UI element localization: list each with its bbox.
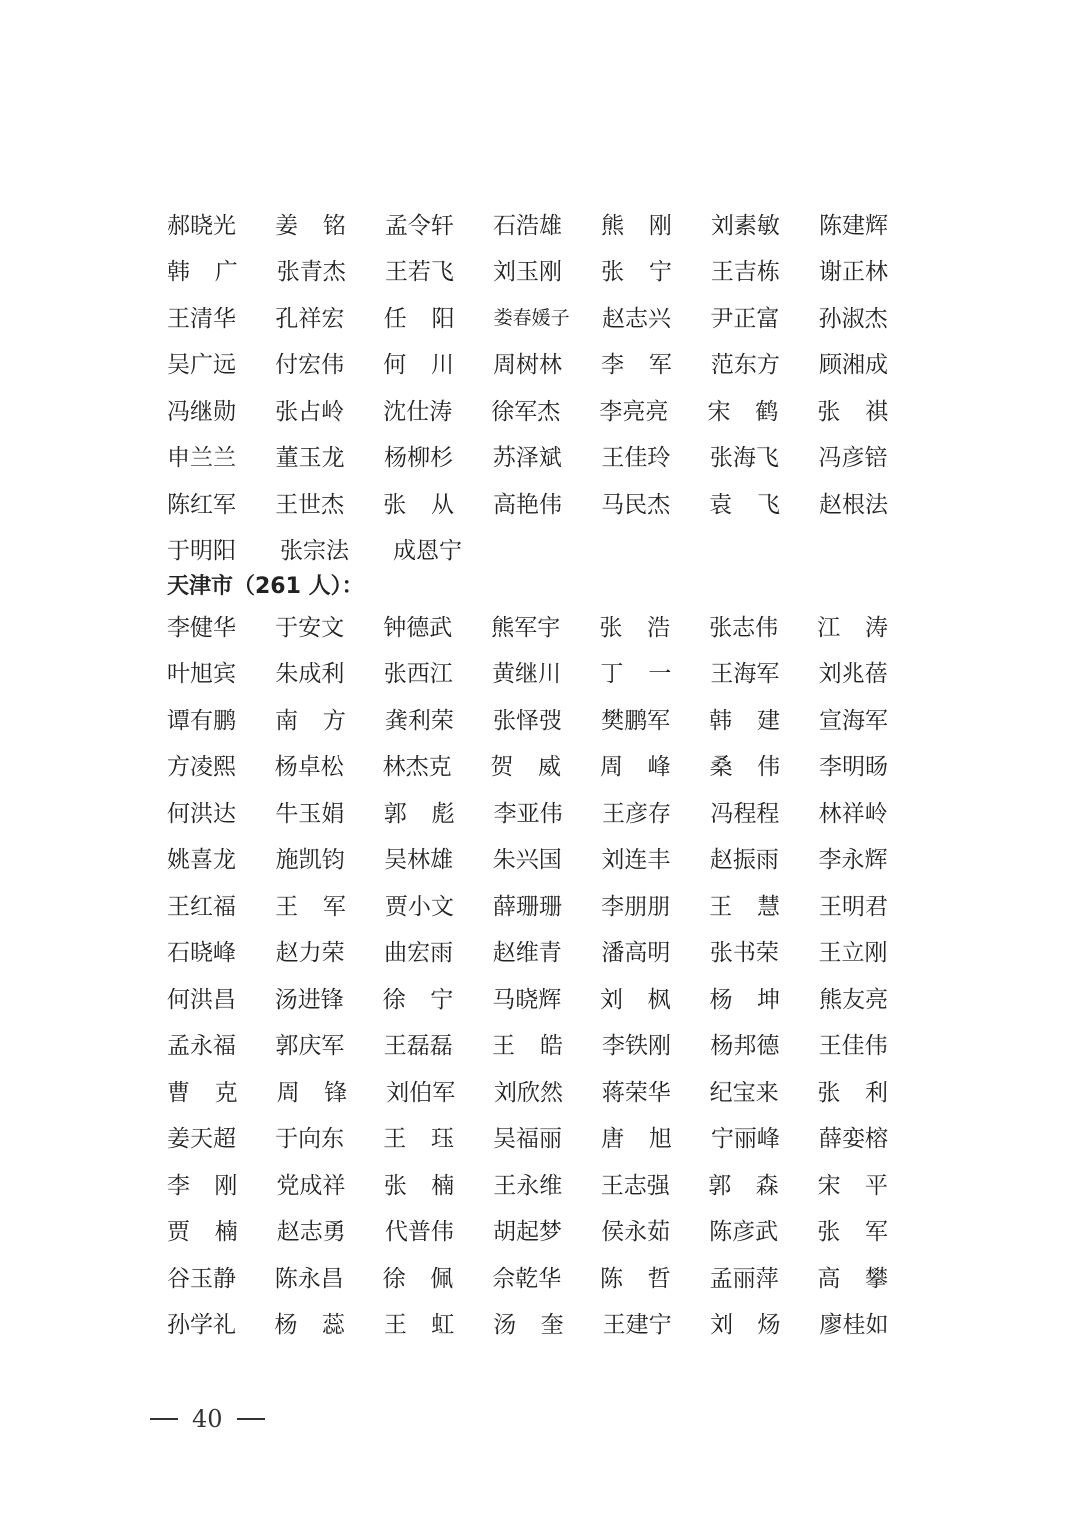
person-name: 赵志勇 bbox=[276, 1219, 346, 1246]
person-name: 韩 建 bbox=[709, 707, 780, 734]
person-name: 郝晓光 bbox=[167, 212, 236, 239]
person-name: 冯彦锫 bbox=[818, 445, 888, 472]
name-row bbox=[167, 293, 927, 340]
person-name: 朱兴国 bbox=[492, 847, 562, 874]
footer-dash-left bbox=[150, 1418, 178, 1420]
name-row bbox=[167, 835, 927, 882]
person-name: 熊 刚 bbox=[601, 212, 672, 239]
name-row bbox=[167, 340, 927, 387]
person-name: 冯继勋 bbox=[167, 398, 236, 425]
name-row bbox=[167, 881, 927, 928]
person-name: 汤进锋 bbox=[274, 986, 344, 1013]
person-name: 丁 一 bbox=[600, 661, 672, 688]
person-name: 刘欣然 bbox=[493, 1079, 563, 1106]
person-name: 赵志兴 bbox=[601, 305, 671, 332]
person-name: 李健华 bbox=[167, 614, 236, 641]
person-name: 石晓峰 bbox=[167, 940, 236, 967]
name-row bbox=[167, 200, 927, 247]
person-name: 李铁刚 bbox=[601, 1033, 671, 1060]
person-name: 汤 奎 bbox=[493, 1312, 564, 1339]
person-name: 于明阳 bbox=[167, 538, 236, 565]
person-name: 尹正富 bbox=[710, 305, 780, 332]
person-name: 代普伟 bbox=[384, 1219, 454, 1246]
person-name: 吴福丽 bbox=[492, 1126, 562, 1153]
person-name: 申兰兰 bbox=[167, 445, 236, 472]
person-name: 张 浩 bbox=[599, 614, 671, 641]
person-name: 张 祺 bbox=[817, 398, 889, 425]
person-name: 顾湘成 bbox=[818, 352, 888, 379]
name-row bbox=[167, 1114, 927, 1161]
person-name: 陈建辉 bbox=[818, 212, 888, 239]
person-name: 张 楠 bbox=[383, 1172, 455, 1199]
person-name: 杨 坤 bbox=[709, 986, 781, 1013]
person-name: 郭 彪 bbox=[383, 800, 455, 827]
name-row bbox=[167, 649, 927, 696]
person-name: 侯永茹 bbox=[601, 1219, 671, 1246]
person-name: 高 攀 bbox=[817, 1265, 888, 1292]
person-name: 朱成利 bbox=[275, 661, 345, 688]
person-name: 廖桂如 bbox=[819, 1312, 889, 1339]
person-name: 宁丽峰 bbox=[710, 1126, 780, 1153]
person-name: 黄继川 bbox=[492, 661, 562, 688]
person-name: 吴广远 bbox=[167, 352, 236, 379]
person-name: 徐 宁 bbox=[382, 986, 454, 1013]
person-name: 张志伟 bbox=[709, 614, 779, 641]
person-name: 孟永福 bbox=[167, 1033, 236, 1060]
person-name: 刘 炀 bbox=[710, 1312, 781, 1339]
person-name: 曲宏雨 bbox=[384, 940, 454, 967]
person-name: 谷玉静 bbox=[167, 1265, 236, 1292]
name-row bbox=[167, 433, 927, 480]
person-name: 贾 楠 bbox=[167, 1219, 238, 1246]
person-name: 于向东 bbox=[275, 1126, 345, 1153]
person-name: 何洪达 bbox=[167, 800, 236, 827]
person-name: 杨柳杉 bbox=[384, 445, 454, 472]
person-name: 胡起梦 bbox=[492, 1219, 562, 1246]
person-name: 范东方 bbox=[710, 352, 780, 379]
person-name: 刘素敏 bbox=[710, 212, 780, 239]
person-name: 沈仕涛 bbox=[383, 398, 453, 425]
person-name: 付宏伟 bbox=[275, 352, 345, 379]
person-name: 王 珏 bbox=[383, 1126, 454, 1153]
person-name: 李 军 bbox=[601, 352, 672, 379]
person-name: 方凌熙 bbox=[167, 754, 236, 781]
person-name: 林祥岭 bbox=[818, 800, 888, 827]
person-name: 孟丽萍 bbox=[709, 1265, 779, 1292]
person-name: 刘玉刚 bbox=[492, 259, 562, 286]
name-row bbox=[167, 1160, 927, 1207]
footer-dash-right bbox=[237, 1418, 265, 1420]
person-name: 熊友亮 bbox=[819, 986, 889, 1013]
person-name: 叶旭宾 bbox=[167, 661, 236, 688]
person-name: 李朋朋 bbox=[601, 893, 671, 920]
person-name: 周树林 bbox=[492, 352, 562, 379]
name-row bbox=[167, 742, 927, 789]
person-name: 张宗法 bbox=[280, 538, 349, 565]
person-name: 姚喜龙 bbox=[167, 847, 236, 874]
person-name: 马晓辉 bbox=[492, 986, 562, 1013]
person-name: 谢正林 bbox=[818, 259, 888, 286]
name-row bbox=[167, 1067, 927, 1114]
person-name: 王世杰 bbox=[275, 491, 345, 518]
person-name: 龚利荣 bbox=[384, 707, 454, 734]
person-name: 王 慧 bbox=[709, 893, 780, 920]
person-name: 王立刚 bbox=[818, 940, 888, 967]
person-name: 张西江 bbox=[383, 661, 453, 688]
person-name: 王永维 bbox=[493, 1172, 563, 1199]
person-name: 唐 旭 bbox=[601, 1126, 672, 1153]
person-name: 江 涛 bbox=[817, 614, 889, 641]
person-name: 何 川 bbox=[383, 352, 454, 379]
person-name: 南 方 bbox=[275, 707, 346, 734]
person-name: 薛娈榕 bbox=[818, 1126, 888, 1153]
person-name: 韩 广 bbox=[167, 259, 238, 286]
person-name: 马民杰 bbox=[601, 491, 671, 518]
name-row bbox=[167, 247, 927, 294]
person-name: 张 利 bbox=[817, 1079, 888, 1106]
person-name: 张书荣 bbox=[709, 940, 779, 967]
person-name: 牛玉娟 bbox=[275, 800, 345, 827]
person-name: 李 刚 bbox=[167, 1172, 238, 1199]
person-name: 谭有鹏 bbox=[167, 707, 236, 734]
person-name: 陈彦武 bbox=[709, 1219, 779, 1246]
person-name: 徐军杰 bbox=[491, 398, 561, 425]
person-name: 赵根法 bbox=[818, 491, 888, 518]
person-name: 薛珊珊 bbox=[492, 893, 562, 920]
person-name: 于安文 bbox=[275, 614, 345, 641]
person-name: 党成祥 bbox=[276, 1172, 346, 1199]
person-name: 孟令轩 bbox=[384, 212, 454, 239]
person-name: 贺 威 bbox=[490, 754, 561, 781]
page-number: 40 bbox=[192, 1405, 223, 1433]
person-name: 孔祥宏 bbox=[275, 305, 345, 332]
person-name: 王彦存 bbox=[601, 800, 671, 827]
person-name: 王清华 bbox=[167, 305, 236, 332]
person-name: 杨卓松 bbox=[274, 754, 344, 781]
person-name: 曹 克 bbox=[167, 1079, 238, 1106]
person-name: 王 虹 bbox=[383, 1312, 455, 1339]
person-name: 张海飞 bbox=[709, 445, 779, 472]
person-name: 刘兆蓓 bbox=[818, 661, 888, 688]
person-name: 娄春媛子 bbox=[493, 306, 570, 329]
name-row bbox=[167, 1253, 927, 1300]
person-name: 王红福 bbox=[167, 893, 236, 920]
person-name: 赵振雨 bbox=[709, 847, 779, 874]
person-name: 李亚伟 bbox=[493, 800, 563, 827]
person-name: 孙淑杰 bbox=[818, 305, 888, 332]
person-name: 刘 枫 bbox=[599, 986, 671, 1013]
person-name: 张 从 bbox=[383, 491, 454, 518]
person-name: 佘乾华 bbox=[492, 1265, 562, 1292]
person-name: 宣海军 bbox=[818, 707, 888, 734]
person-name: 刘连丰 bbox=[601, 847, 671, 874]
person-name: 陈永昌 bbox=[274, 1265, 344, 1292]
person-name: 袁 飞 bbox=[709, 491, 780, 518]
name-list bbox=[167, 200, 927, 1346]
person-name: 何洪昌 bbox=[167, 986, 236, 1013]
person-name: 钟德武 bbox=[383, 614, 453, 641]
person-name: 吴林雄 bbox=[384, 847, 454, 874]
person-name: 王磊磊 bbox=[383, 1033, 453, 1060]
person-name: 张青杰 bbox=[276, 259, 346, 286]
person-name: 陈 哲 bbox=[599, 1265, 671, 1292]
person-name: 任 阳 bbox=[383, 305, 455, 332]
person-name: 王佳玲 bbox=[601, 445, 671, 472]
name-row bbox=[167, 974, 927, 1021]
person-name: 林杰克 bbox=[382, 754, 452, 781]
name-row bbox=[167, 1021, 927, 1068]
person-name: 李亮亮 bbox=[599, 398, 669, 425]
person-name: 贾小文 bbox=[384, 893, 454, 920]
person-name: 冯程程 bbox=[710, 800, 780, 827]
person-name: 刘伯军 bbox=[386, 1079, 456, 1106]
person-name: 张 宁 bbox=[601, 259, 672, 286]
person-name: 张占岭 bbox=[275, 398, 345, 425]
person-name: 王 皓 bbox=[492, 1033, 563, 1060]
name-row bbox=[167, 928, 927, 975]
person-name: 王建宁 bbox=[602, 1312, 672, 1339]
person-name: 石浩雄 bbox=[492, 212, 562, 239]
name-row bbox=[167, 602, 927, 649]
person-name: 郭庆军 bbox=[275, 1033, 345, 1060]
person-name: 杨 蕊 bbox=[274, 1312, 345, 1339]
person-name: 桑 伟 bbox=[709, 754, 781, 781]
name-row bbox=[167, 695, 927, 742]
person-name: 孙学礼 bbox=[167, 1312, 236, 1339]
person-name: 杨邦德 bbox=[710, 1033, 780, 1060]
person-name: 赵维青 bbox=[492, 940, 562, 967]
person-name: 成恩宁 bbox=[393, 538, 462, 565]
name-row bbox=[167, 788, 927, 835]
person-name: 张怿弢 bbox=[492, 707, 562, 734]
person-name: 姜 铭 bbox=[275, 212, 346, 239]
person-name: 张 军 bbox=[817, 1219, 889, 1246]
person-name: 施凯钧 bbox=[275, 847, 345, 874]
person-name: 宋 鹤 bbox=[707, 398, 779, 425]
person-name: 王吉栋 bbox=[710, 259, 780, 286]
person-name: 王志强 bbox=[600, 1172, 670, 1199]
person-name: 樊鹏军 bbox=[601, 707, 671, 734]
person-name: 王明君 bbox=[818, 893, 888, 920]
person-name: 郭 森 bbox=[708, 1172, 779, 1199]
name-row bbox=[167, 1207, 927, 1254]
person-name: 宋 平 bbox=[817, 1172, 889, 1199]
person-name: 高艳伟 bbox=[492, 491, 562, 518]
person-name: 周 峰 bbox=[599, 754, 671, 781]
name-row bbox=[167, 1300, 927, 1347]
person-name: 周 锋 bbox=[276, 1079, 348, 1106]
person-name: 苏泽斌 bbox=[492, 445, 562, 472]
person-name: 纪宝来 bbox=[709, 1079, 779, 1106]
name-row bbox=[167, 386, 927, 433]
person-name: 徐 佩 bbox=[382, 1265, 454, 1292]
person-name: 董玉龙 bbox=[275, 445, 345, 472]
person-name: 潘高明 bbox=[601, 940, 671, 967]
person-name: 蒋荣华 bbox=[601, 1079, 671, 1106]
person-name: 王 军 bbox=[275, 893, 346, 920]
person-name: 王海军 bbox=[710, 661, 780, 688]
person-name: 李明旸 bbox=[819, 754, 889, 781]
name-row bbox=[167, 479, 927, 526]
person-name: 赵力荣 bbox=[275, 940, 345, 967]
person-name: 陈红军 bbox=[167, 491, 236, 518]
person-name: 王佳伟 bbox=[818, 1033, 888, 1060]
person-name: 王若飞 bbox=[384, 259, 454, 286]
person-name: 李永辉 bbox=[818, 847, 888, 874]
page-footer bbox=[150, 1405, 265, 1433]
person-name: 熊军宇 bbox=[491, 614, 561, 641]
person-name: 姜天超 bbox=[167, 1126, 236, 1153]
section-heading-tianjin: 天津市（261 人）： bbox=[167, 573, 364, 599]
